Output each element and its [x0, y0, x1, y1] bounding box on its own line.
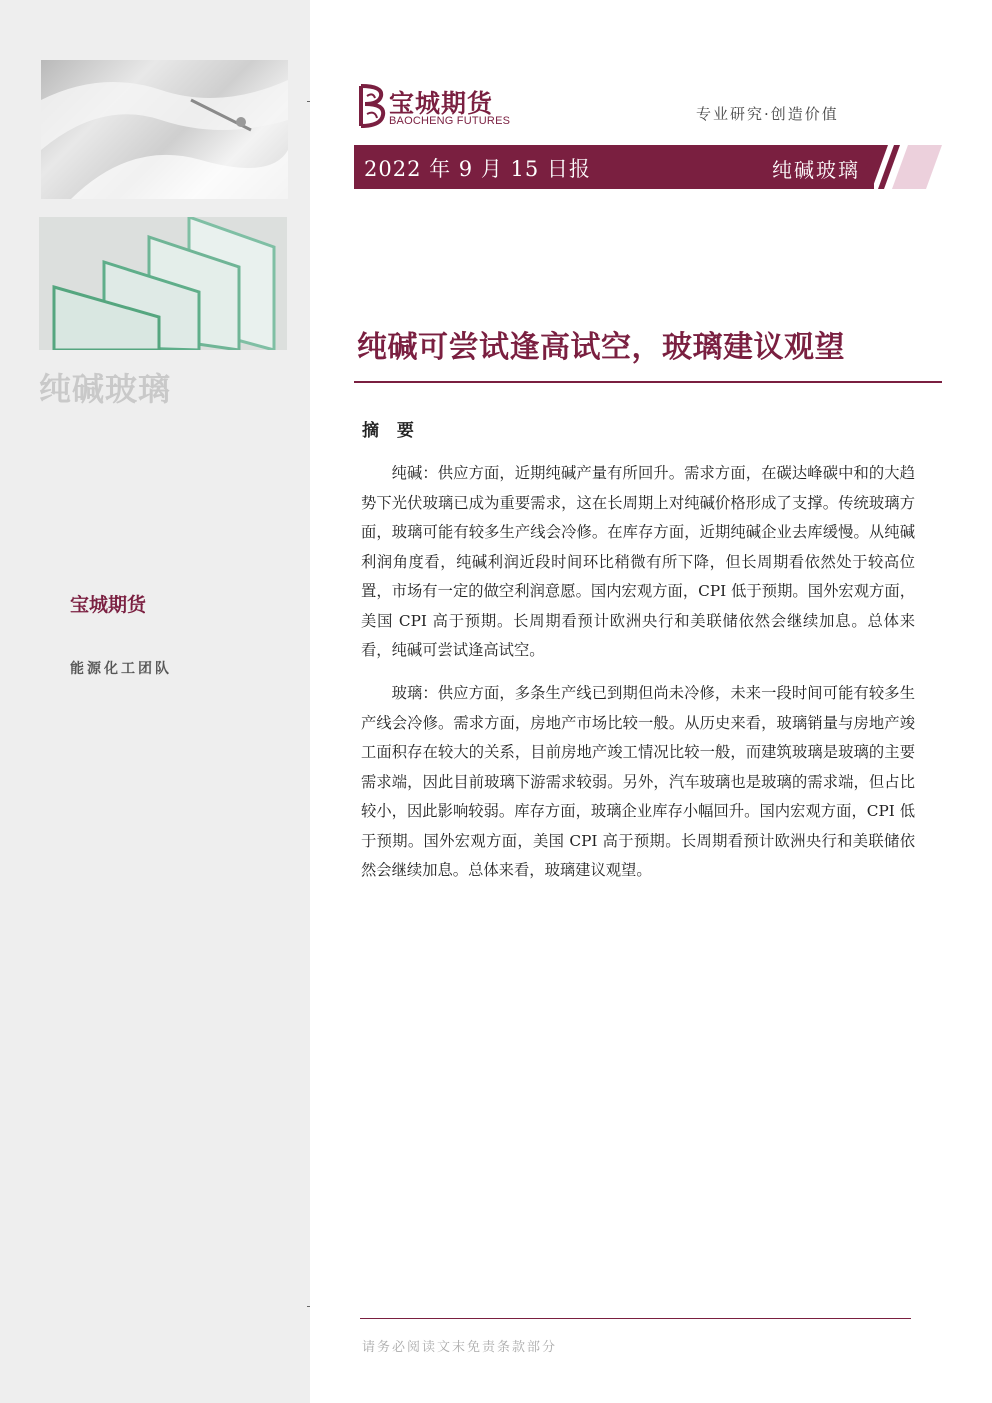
sidebar-company-name: 宝城期货 — [70, 594, 147, 616]
sidebar-team-name: 能源化工团队 — [70, 661, 172, 677]
sidebar — [0, 0, 310, 1403]
report-banner — [354, 145, 874, 189]
cotton-photo — [41, 60, 288, 199]
summary-paragraph-glass: 玻璃：供应方面，多条生产线已到期但尚未冷修，未来一段时间可能有较多生产线会冷修。需求方面，房地产市场比较一般。从历史来看，玻璃销量与房地产竣工面积存在较大的关系，目前房地产竣工情况比较一般，而建筑玻璃是玻璃的主要需求端，因此目前玻璃下游需求较弱。另外，汽车玻璃也是玻璃的需求端，但占比较小，因此影响较弱。库存方面，玻璃企业库存小幅回升。国内宏观方面，CPI 低于预期。国外宏观方面，美国 CPI 高于预期。长周期看预计欧洲央行和美联储依然会继续加息。总体来看，玻璃建议观望。 — [361, 684, 915, 879]
disclaimer-note: 请务必阅读文末免责条款部分 — [362, 1340, 558, 1355]
margin-tick — [307, 101, 310, 102]
summary-paragraph-soda-ash: 纯碱：供应方面，近期纯碱产量有所回升。需求方面，在碳达峰碳中和的大趋势下光伏玻璃已成为重要需求，这在长周期上对纯碱价格形成了支撑。传统玻璃方面，玻璃可能有较多生产线会冷修。在库存方面，近期纯碱企业去库缓慢。从纯碱利润角度看，纯碱利润近段时间环比稍微有所下降，但长周期看依然处于较高位置，市场有一定的做空利润意愿。国内宏观方面，CPI 低于预期。国外宏观方面，美国 CPI 高于预期。长周期看预计欧洲央行和美联储依然会继续加息。总体来看，纯碱可尝试逢高试空。 — [361, 464, 915, 659]
summary-heading: 摘 要 — [362, 421, 420, 441]
report-category: 纯碱玻璃 — [772, 158, 860, 182]
divider — [354, 381, 942, 383]
logo-english-name: BAOCHENG FUTURES — [389, 115, 511, 127]
slogan: 专业研究·创造价值 — [696, 105, 839, 123]
logo-chinese-name: 宝城期货 — [389, 89, 494, 118]
company-logo — [355, 82, 525, 132]
headline: 纯碱可尝试逢高试空，玻璃建议观望 — [357, 330, 845, 365]
glass-panels-photo — [39, 217, 287, 350]
sidebar-title: 纯碱玻璃 — [39, 370, 172, 408]
margin-tick — [307, 1306, 310, 1307]
report-date: 2022 年 9 月 15 日报 — [364, 157, 591, 181]
footer-divider — [360, 1318, 911, 1319]
banner-stripes-icon — [858, 145, 944, 189]
logo-b-icon — [355, 82, 387, 130]
